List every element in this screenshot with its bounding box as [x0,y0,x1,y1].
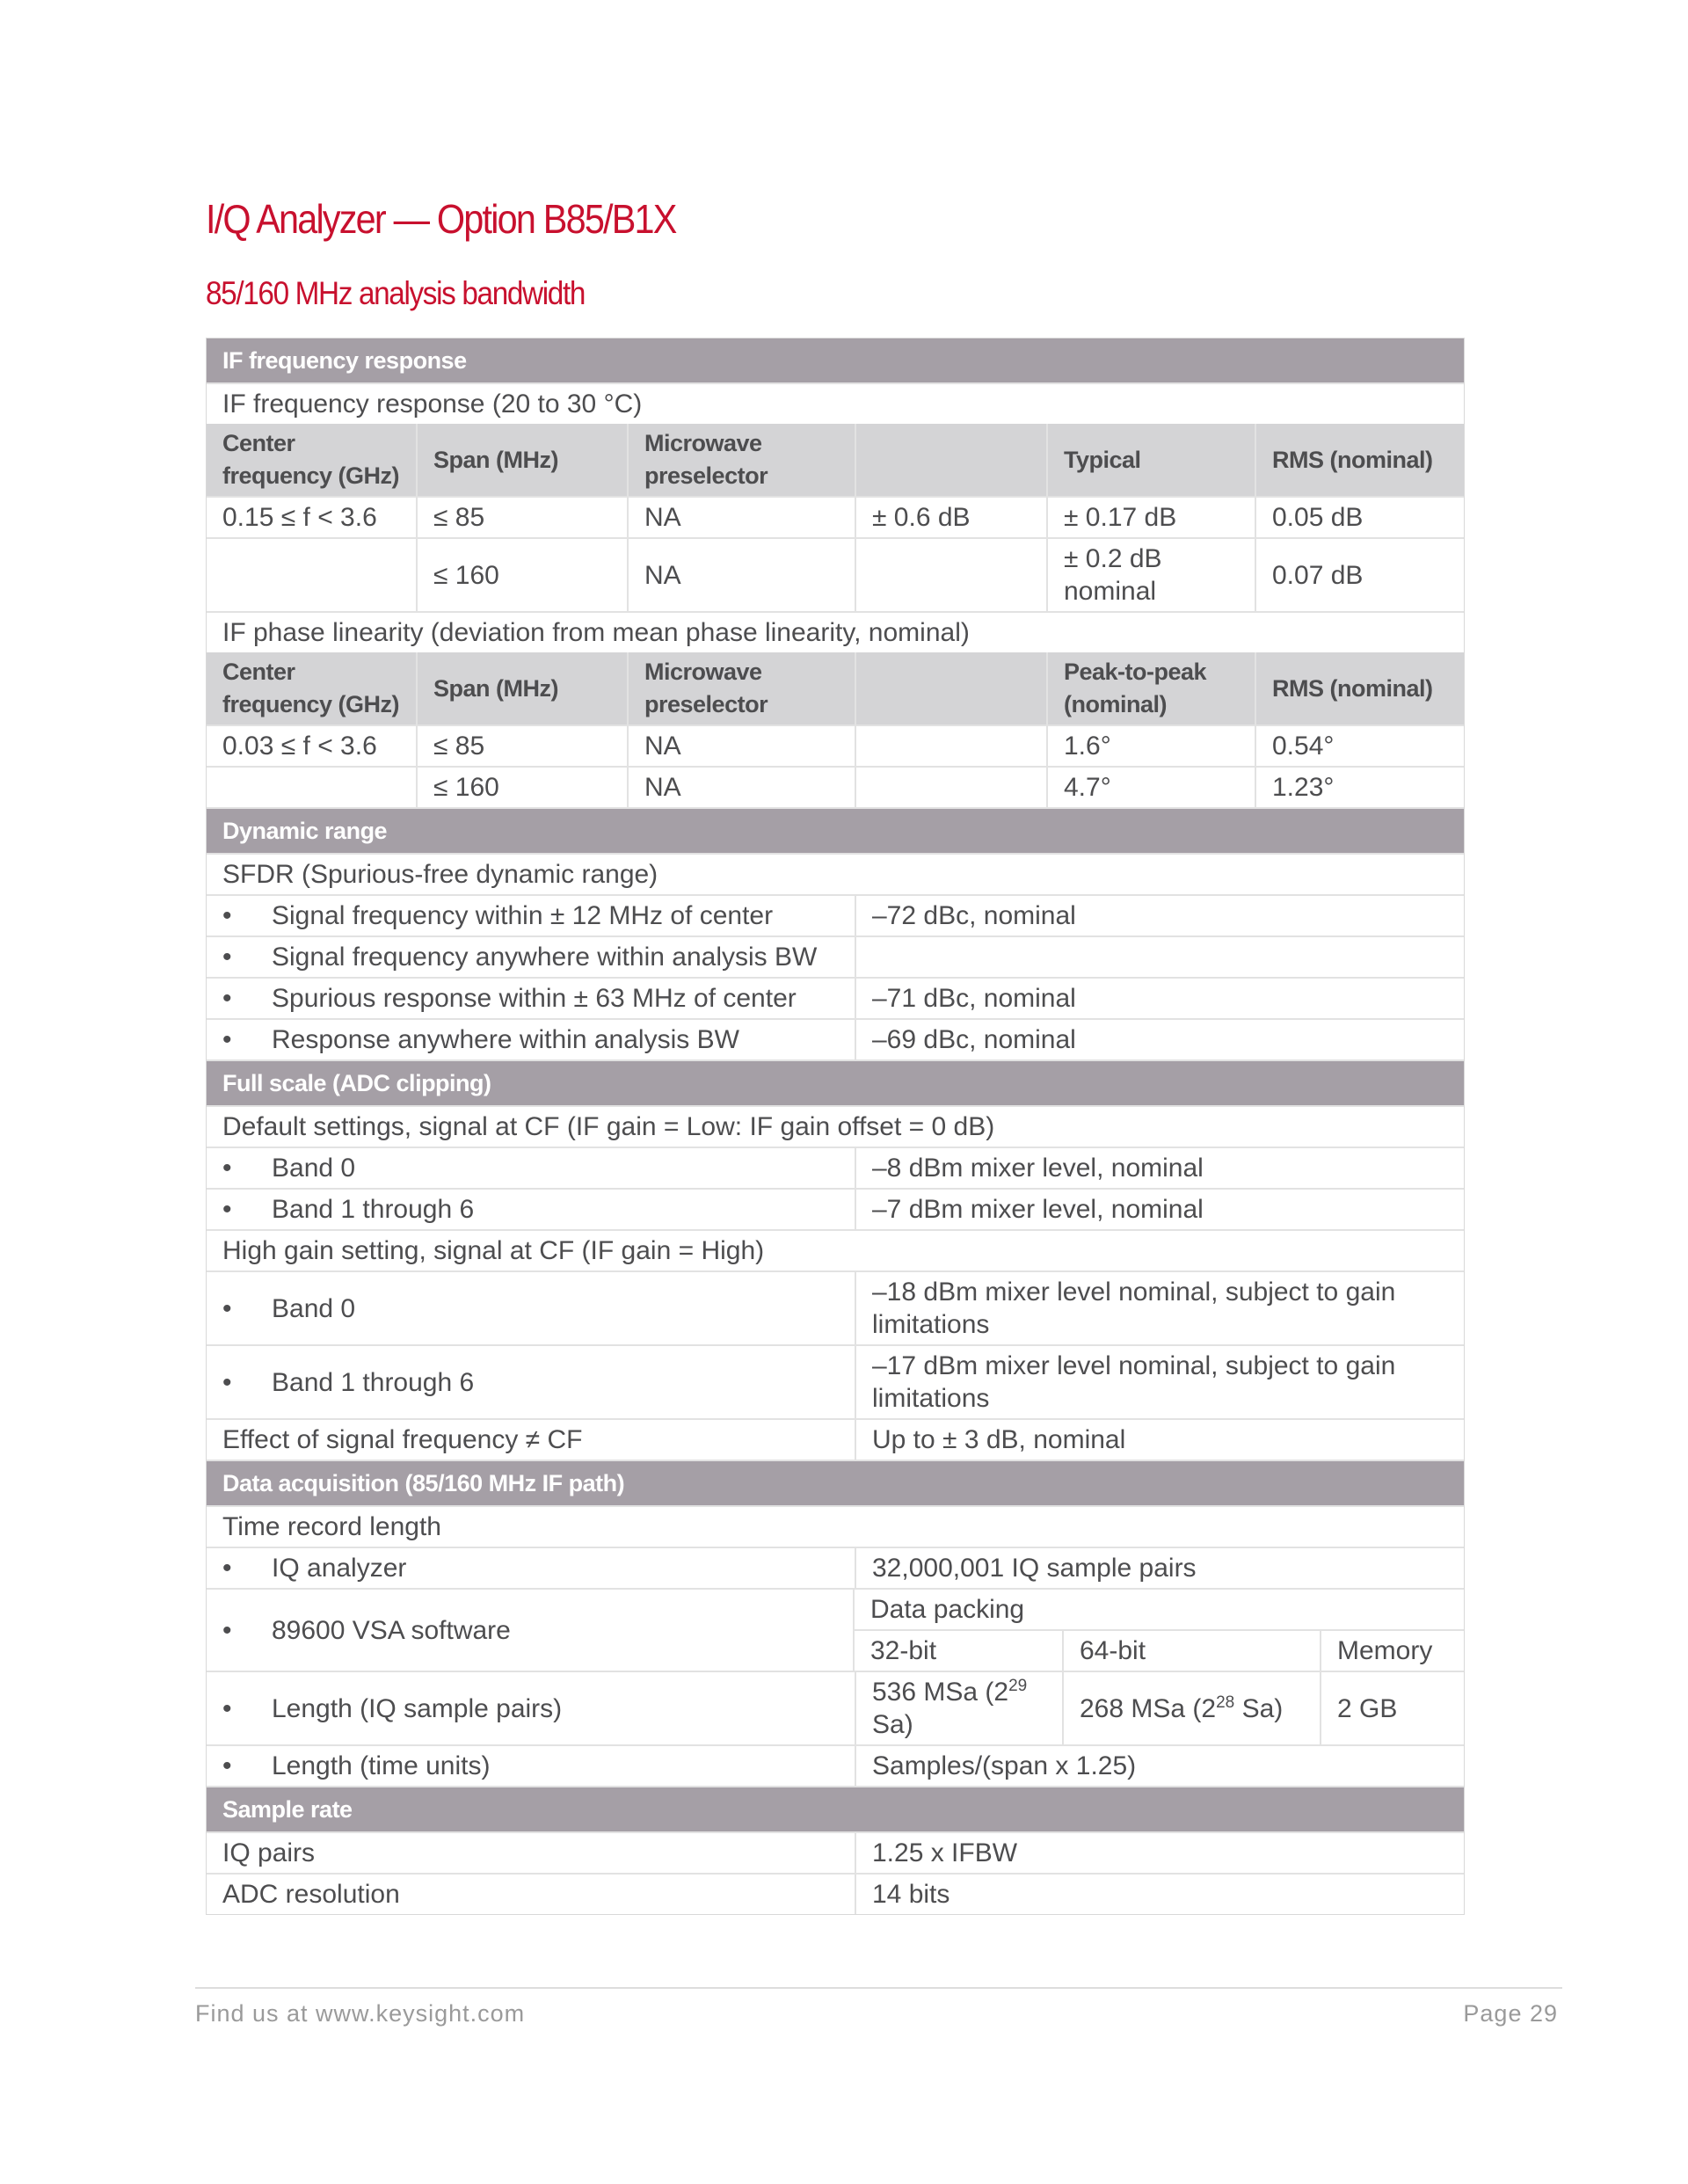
spec-label-text: Band 0 [272,1154,356,1183]
section-header: Data acquisition (85/160 MHz IF path) [207,1461,1464,1505]
column-header-text: Span (MHz) [433,674,558,702]
subsection-label [207,613,1464,652]
subsection-label-text: IF phase linearity (deviation from mean phase linearity, nominal) [222,618,970,647]
value-suffix: Sa) [872,1710,913,1739]
spec-label [207,1833,855,1873]
column-header-text: Typical [1064,446,1141,473]
spec-value-text: –7 dBm mixer level, nominal [872,1195,1204,1224]
table-row [207,1671,1464,1744]
table-row [207,1147,1464,1188]
table-cell [627,498,855,537]
column-header-text: Microwave preselector [644,659,768,717]
column-header [855,424,1046,496]
packing-column [1320,1631,1464,1671]
subsection-label [207,855,1464,894]
table-row [207,652,1464,724]
spec-value [855,1272,1464,1344]
table-cell [207,726,416,766]
column-header-text: Peak-to-peak (nominal) [1064,659,1207,717]
subsection-label-text: IF frequency response (20 to 30 °C) [222,389,643,419]
table-row [207,1188,1464,1229]
spec-value-text: –72 dBc, nominal [872,901,1076,930]
table-row [207,977,1464,1018]
spec-value-text: 32,000,001 IQ sample pairs [872,1554,1197,1583]
table-row [207,1588,1464,1671]
table-cell [1046,498,1255,537]
packing-value [1320,1672,1464,1744]
spec-value [855,1346,1464,1418]
table-cell [416,498,627,537]
spec-label [207,1746,855,1786]
spec-label [207,937,855,977]
column-header [1046,424,1255,496]
spec-value [855,979,1464,1018]
subsection-label [207,1107,1464,1147]
table-cell [627,539,855,611]
bullet-icon: • [222,1615,232,1645]
spec-label [207,1190,855,1229]
spec-value-text: –18 dBm mixer level nominal, subject to gain limitations [872,1278,1396,1339]
packing-column-text: 64-bit [1080,1636,1146,1665]
table-row [207,1270,1464,1344]
table-cell [1046,768,1255,807]
table-cell [416,539,627,611]
table-row [207,1831,1464,1873]
table-row [207,339,1464,382]
bullet-icon: • [222,1693,232,1723]
bullet-icon: • [222,1195,232,1224]
spec-label-text: IQ analyzer [272,1554,407,1583]
superscript-exponent: 29 [1008,1677,1028,1695]
table-cell [1255,726,1464,766]
spec-value-text: –71 dBc, nominal [872,984,1076,1013]
column-header [855,652,1046,724]
column-header [1255,652,1464,724]
packing-value-text: 536 MSa ($2^{29}$ Sa) [872,1677,1028,1739]
column-header-text: Span (MHz) [433,446,558,473]
packing-column-text: 32-bit [870,1636,937,1665]
table-row [207,766,1464,807]
table-cell [207,498,416,537]
table-row [207,1547,1464,1588]
column-header [207,652,416,724]
packing-value-text: 2 GB [1337,1693,1398,1723]
table-row [207,496,1464,537]
section-subtitle: 85/160 MHz analysis bandwidth [206,275,586,311]
spec-label [207,1272,855,1344]
data-packing-label: Data packing [855,1590,1464,1631]
table-row [207,1229,1464,1270]
table-row [207,1344,1464,1418]
table-cell-text: 1.6° [1064,732,1111,761]
table-row [207,1873,1464,1914]
column-header [416,652,627,724]
spec-value [855,1420,1464,1460]
packing-value [1062,1672,1320,1744]
column-header-text: Microwave preselector [644,430,768,489]
bullet-icon: • [222,1554,232,1583]
bullet-icon: • [222,1154,232,1183]
subsection-label-text: High gain setting, signal at CF (IF gain = High) [222,1236,765,1265]
spec-label [207,896,855,935]
table-cell [416,726,627,766]
page-title: I/Q Analyzer — Option B85/B1X [206,196,676,242]
table-cell-text: 1.23° [1272,773,1335,802]
table-row [207,1460,1464,1505]
table-cell-text: 0.07 dB [1272,560,1364,590]
spec-label-text: IQ pairs [222,1838,316,1867]
spec-label-text: Spurious response within ± 63 MHz of center [272,984,797,1013]
table-cell-text: ± 0.17 dB [1064,503,1177,532]
bullet-icon: • [222,1025,232,1054]
table-row [207,424,1464,496]
table-cell [627,726,855,766]
spec-label [207,1590,853,1671]
table-row [207,724,1464,766]
bullet-icon: • [222,1293,232,1323]
table-cell-text: ≤ 85 [433,503,485,532]
section-header: IF frequency response [207,339,1464,382]
table-row [207,1418,1464,1460]
spec-value [855,1148,1464,1188]
spec-label-text: Band 0 [272,1293,356,1323]
column-header [416,424,627,496]
spec-value-text: –69 dBc, nominal [872,1025,1076,1054]
subsection-label-text: Default settings, signal at CF (IF gain = Low: IF gain offset = 0 dB) [222,1112,995,1141]
packing-column [855,1631,1062,1671]
spec-label-text: Band 1 through 6 [272,1195,475,1224]
table-cell-text: ≤ 85 [433,732,485,761]
table-cell [627,768,855,807]
table-cell-text: 0.03 ≤ f < 3.6 [222,732,377,761]
table-cell [855,539,1046,611]
superscript-exponent: 28 [1216,1693,1235,1712]
spec-value-text: –17 dBm mixer level nominal, subject to gain limitations [872,1351,1396,1413]
footer-divider [195,1987,1562,1989]
table-cell-text: 0.54° [1272,732,1335,761]
bullet-icon: • [222,1751,232,1780]
table-cell [855,726,1046,766]
table-row [207,1505,1464,1547]
spec-label-text: ADC resolution [222,1880,400,1909]
column-header [1255,424,1464,496]
column-header-text: RMS (nominal) [1272,446,1433,473]
table-cell-text: ± 0.2 dB nominal [1064,544,1162,606]
column-header [207,424,416,496]
value-suffix: Sa) [1234,1693,1284,1723]
spec-value [855,1875,1464,1914]
bullet-icon: • [222,943,232,972]
spec-value-text: Samples/(span x 1.25) [872,1751,1137,1780]
subsection-label [207,1507,1464,1547]
spec-value [855,937,1464,977]
table-cell-text: ≤ 160 [433,773,499,802]
spec-value [855,1020,1464,1059]
table-cell [855,498,1046,537]
column-header-text: RMS (nominal) [1272,674,1433,702]
subsection-label-text: SFDR (Spurious-free dynamic range) [222,860,658,889]
table-row [207,1786,1464,1831]
table-cell [1255,768,1464,807]
table-cell-text: 4.7° [1064,773,1111,802]
spec-label [207,1148,855,1188]
packing-column [1062,1631,1320,1671]
spec-value-text: –8 dBm mixer level, nominal [872,1154,1204,1183]
table-cell [1255,539,1464,611]
spec-table [206,338,1465,1915]
table-cell [1255,498,1464,537]
table-row [207,1744,1464,1786]
bullet-icon: • [222,901,232,930]
table-row [207,807,1464,853]
spec-label-text: 89600 VSA software [272,1615,511,1645]
spec-label-text: Length (time units) [272,1751,491,1780]
table-cell-text: ≤ 160 [433,560,499,590]
spec-value [855,1190,1464,1229]
subsection-label [207,384,1464,424]
table-row [207,382,1464,424]
section-header: Sample rate [207,1787,1464,1831]
table-cell [207,539,416,611]
spec-label-text: Response anywhere within analysis BW [272,1025,739,1054]
spec-value [855,1833,1464,1873]
packing-value-text: 268 MSa ($2^{28}$ Sa) [1080,1693,1284,1723]
section-header: Full scale (ADC clipping) [207,1061,1464,1105]
table-row [207,1018,1464,1059]
subsection-label-text: Time record length [222,1512,441,1541]
table-row [207,1105,1464,1147]
packing-value [855,1672,1062,1744]
table-row [207,853,1464,894]
table-cell-text: 0.05 dB [1272,503,1364,532]
table-cell [207,768,416,807]
subsection-label [207,1231,1464,1270]
spec-label-text: Signal frequency within ± 12 MHz of center [272,901,774,930]
table-cell-text: NA [644,503,681,532]
spec-label [207,1420,855,1460]
spec-label [207,1875,855,1914]
column-header [627,424,855,496]
table-cell-text: 0.15 ≤ f < 3.6 [222,503,377,532]
spec-value [855,1746,1464,1786]
spec-label [207,1346,855,1418]
table-cell [416,768,627,807]
column-header-text: Center frequency (GHz) [222,659,400,717]
table-row [207,935,1464,977]
table-cell-text: NA [644,773,681,802]
spec-value-text: 1.25 x IFBW [872,1838,1018,1867]
table-cell-text: NA [644,732,681,761]
page-number: Page 29 [1463,2000,1558,2027]
spec-label [207,1672,855,1744]
spec-value-text: 14 bits [872,1880,950,1909]
data-packing-group [853,1590,1464,1671]
footer-website-link[interactable]: Find us at www.keysight.com [195,2000,526,2027]
table-cell-text: NA [644,560,681,590]
table-cell [855,768,1046,807]
spec-label [207,979,855,1018]
table-row [207,1059,1464,1105]
spec-label-text: Effect of signal frequency ≠ CF [222,1425,583,1454]
table-row [207,611,1464,652]
spec-label [207,1020,855,1059]
table-cell [1046,539,1255,611]
section-header: Dynamic range [207,809,1464,853]
table-cell [1046,726,1255,766]
bullet-icon: • [222,1367,232,1397]
data-packing-columns [855,1631,1464,1671]
spec-value [855,1548,1464,1588]
table-row [207,537,1464,611]
column-header-text: Center frequency (GHz) [222,430,400,489]
bullet-icon: • [222,984,232,1013]
spec-label [207,1548,855,1588]
spec-label-text: Length (IQ sample pairs) [272,1693,563,1723]
spec-label-text: Signal frequency anywhere within analysis BW [272,943,818,972]
spec-value-text: Up to ± 3 dB, nominal [872,1425,1126,1454]
packing-column-text: Memory [1337,1636,1433,1665]
spec-value [855,896,1464,935]
spec-label-text: Band 1 through 6 [272,1367,475,1397]
table-row [207,894,1464,935]
column-header [627,652,855,724]
column-header [1046,652,1255,724]
table-cell-text: ± 0.6 dB [872,503,971,532]
